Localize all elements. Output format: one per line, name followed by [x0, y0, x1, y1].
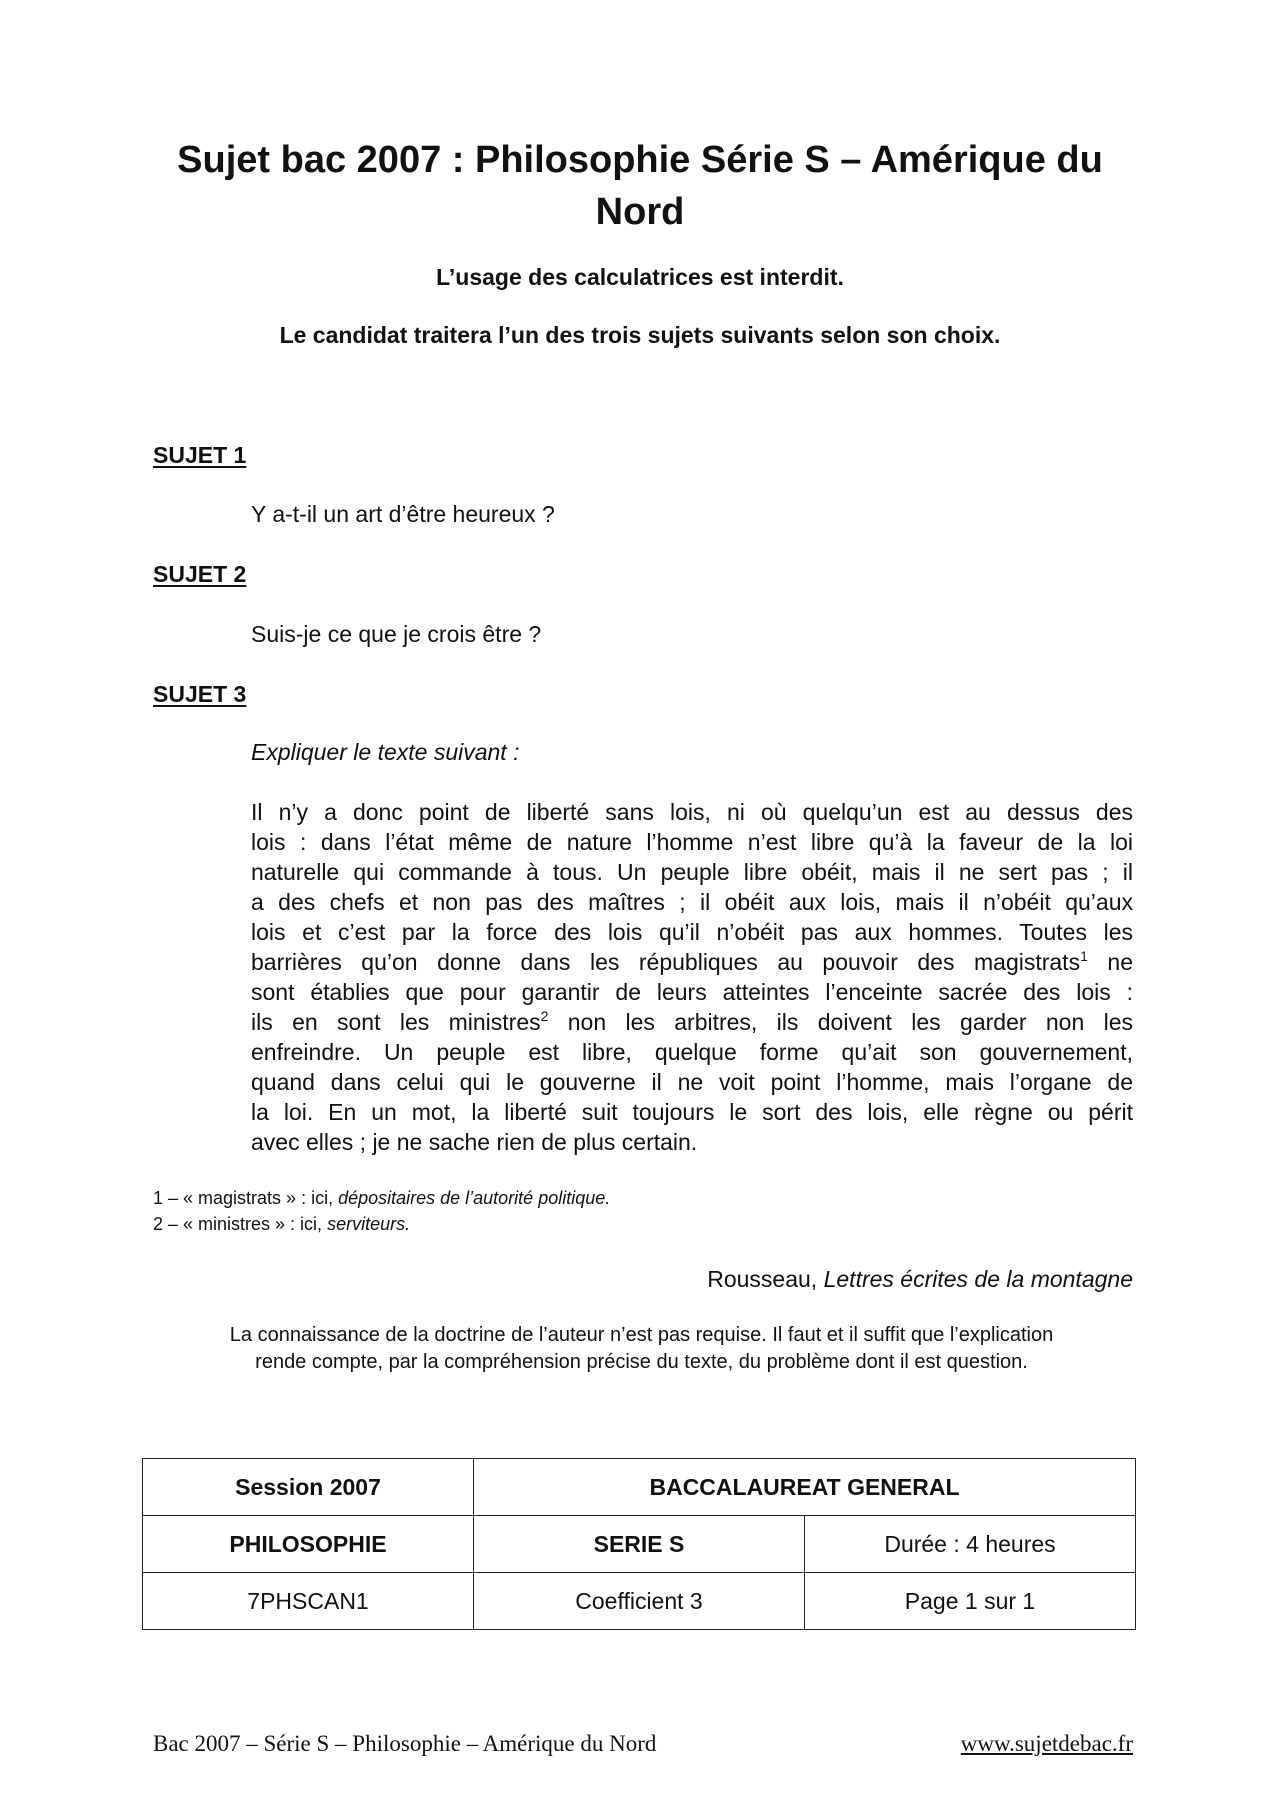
- footnote-1: [153, 1185, 610, 1211]
- exam-cell: BACCALAUREAT GENERAL: [474, 1459, 1136, 1516]
- text-line: la loi. En un mot, la liberté suit toujours le sort des lois, elle règne ou périt: [251, 1099, 1133, 1125]
- text-line: quand dans celui qui le gouverne il ne voit point l’homme, mais l’organe de: [251, 1069, 1133, 1095]
- philosophy-text: [251, 797, 1133, 1157]
- text-line: enfreindre. Un peuple est libre, quelque forme qu’ait son gouvernement,: [251, 1039, 1133, 1065]
- footnotes: [153, 1185, 610, 1237]
- footnote-gloss: dépositaires de l’autorité politique.: [338, 1188, 611, 1208]
- footer-title: Bac 2007 – Série S – Philosophie – Amérique du Nord: [153, 1731, 657, 1756]
- title-line-1: Sujet bac 2007 : Philosophie Série S – Amérique du: [177, 139, 1103, 181]
- coefficient-cell: Coefficient 3: [474, 1573, 805, 1630]
- footnote-prefix: 1 – « magistrats » : ici,: [153, 1188, 339, 1208]
- attribution: [150, 1264, 1133, 1294]
- table-row: [143, 1573, 1136, 1630]
- session-cell: Session 2007: [143, 1459, 474, 1516]
- text-line: lois : dans l’état même de nature l’homme n’est libre qu’à la faveur de la loi: [251, 829, 1133, 855]
- footnote-prefix: 2 – « ministres » : ici,: [153, 1214, 328, 1234]
- text-line: avec elles ; je ne sache rien de plus certain.: [251, 1129, 698, 1155]
- text-line: [251, 1007, 1133, 1037]
- footnote-gloss: serviteurs.: [327, 1214, 411, 1234]
- text-segment: barrières qu’on donne dans les républiques au pouvoir des magistrats: [251, 949, 1081, 975]
- text-line: Il n’y a donc point de liberté sans lois, ni où quelqu’un est au dessus des: [251, 799, 1133, 825]
- footnote-2: [153, 1211, 610, 1237]
- footnote-ref-1: 1: [1080, 948, 1088, 964]
- title-line-2: Nord: [595, 191, 685, 233]
- exam-info-table: [142, 1458, 1136, 1630]
- author: Rousseau,: [707, 1266, 824, 1292]
- explanation-note-line: rende compte, par la compréhension précise du texte, du problème dont il est question.: [255, 1351, 1028, 1373]
- code-cell: 7PHSCAN1: [143, 1573, 474, 1630]
- page-title: [150, 134, 1130, 238]
- subject-3-heading: SUJET 3: [153, 681, 247, 707]
- subject-1-heading: SUJET 1: [153, 442, 247, 468]
- footnote-ref-2: 2: [540, 1008, 549, 1024]
- work-title: Lettres écrites de la montagne: [823, 1266, 1133, 1292]
- text-segment: non les arbitres, ils doivent les garder non les: [548, 1009, 1133, 1035]
- text-line: [251, 947, 1133, 977]
- text-line: sont établies que pour garantir de leurs atteintes l’enceinte sacrée des lois :: [251, 979, 1133, 1005]
- subject-3-instruction: Expliquer le texte suivant :: [251, 739, 520, 765]
- calculator-notice: L’usage des calculatrices est interdit.: [436, 264, 844, 290]
- text-segment: ne: [1087, 949, 1133, 975]
- subject-cell: PHILOSOPHIE: [143, 1516, 474, 1573]
- table-row: [143, 1516, 1136, 1573]
- footer-link[interactable]: www.sujetdebac.fr: [960, 1731, 1133, 1756]
- series-cell: SERIE S: [474, 1516, 805, 1573]
- text-line: naturelle qui commande à tous. Un peuple libre obéit, mais il ne sert pas ; il: [251, 859, 1133, 885]
- subject-1-question: Y a-t-il un art d’être heureux ?: [251, 501, 555, 527]
- text-line: a des chefs et non pas des maîtres ; il obéit aux lois, mais il n’obéit qu’aux: [251, 889, 1133, 915]
- subject-2-question: Suis-je ce que je crois être ?: [251, 621, 542, 647]
- instruction: Le candidat traitera l’un des trois sujets suivants selon son choix.: [279, 322, 1001, 348]
- table-row: [143, 1459, 1136, 1516]
- explanation-note-line: La connaissance de la doctrine de l’auteur n’est pas requise. Il faut et il suffit que l’explication: [229, 1324, 1054, 1346]
- page-number-cell: Page 1 sur 1: [805, 1573, 1136, 1630]
- text-segment: ils en sont les ministres: [251, 1009, 541, 1035]
- text-line: lois et c’est par la force des lois qu’il n’obéit pas aux hommes. Toutes les: [251, 919, 1133, 945]
- subject-2-heading: SUJET 2: [153, 561, 247, 587]
- duration-cell: Durée : 4 heures: [805, 1516, 1136, 1573]
- explanation-note: [150, 1322, 1133, 1376]
